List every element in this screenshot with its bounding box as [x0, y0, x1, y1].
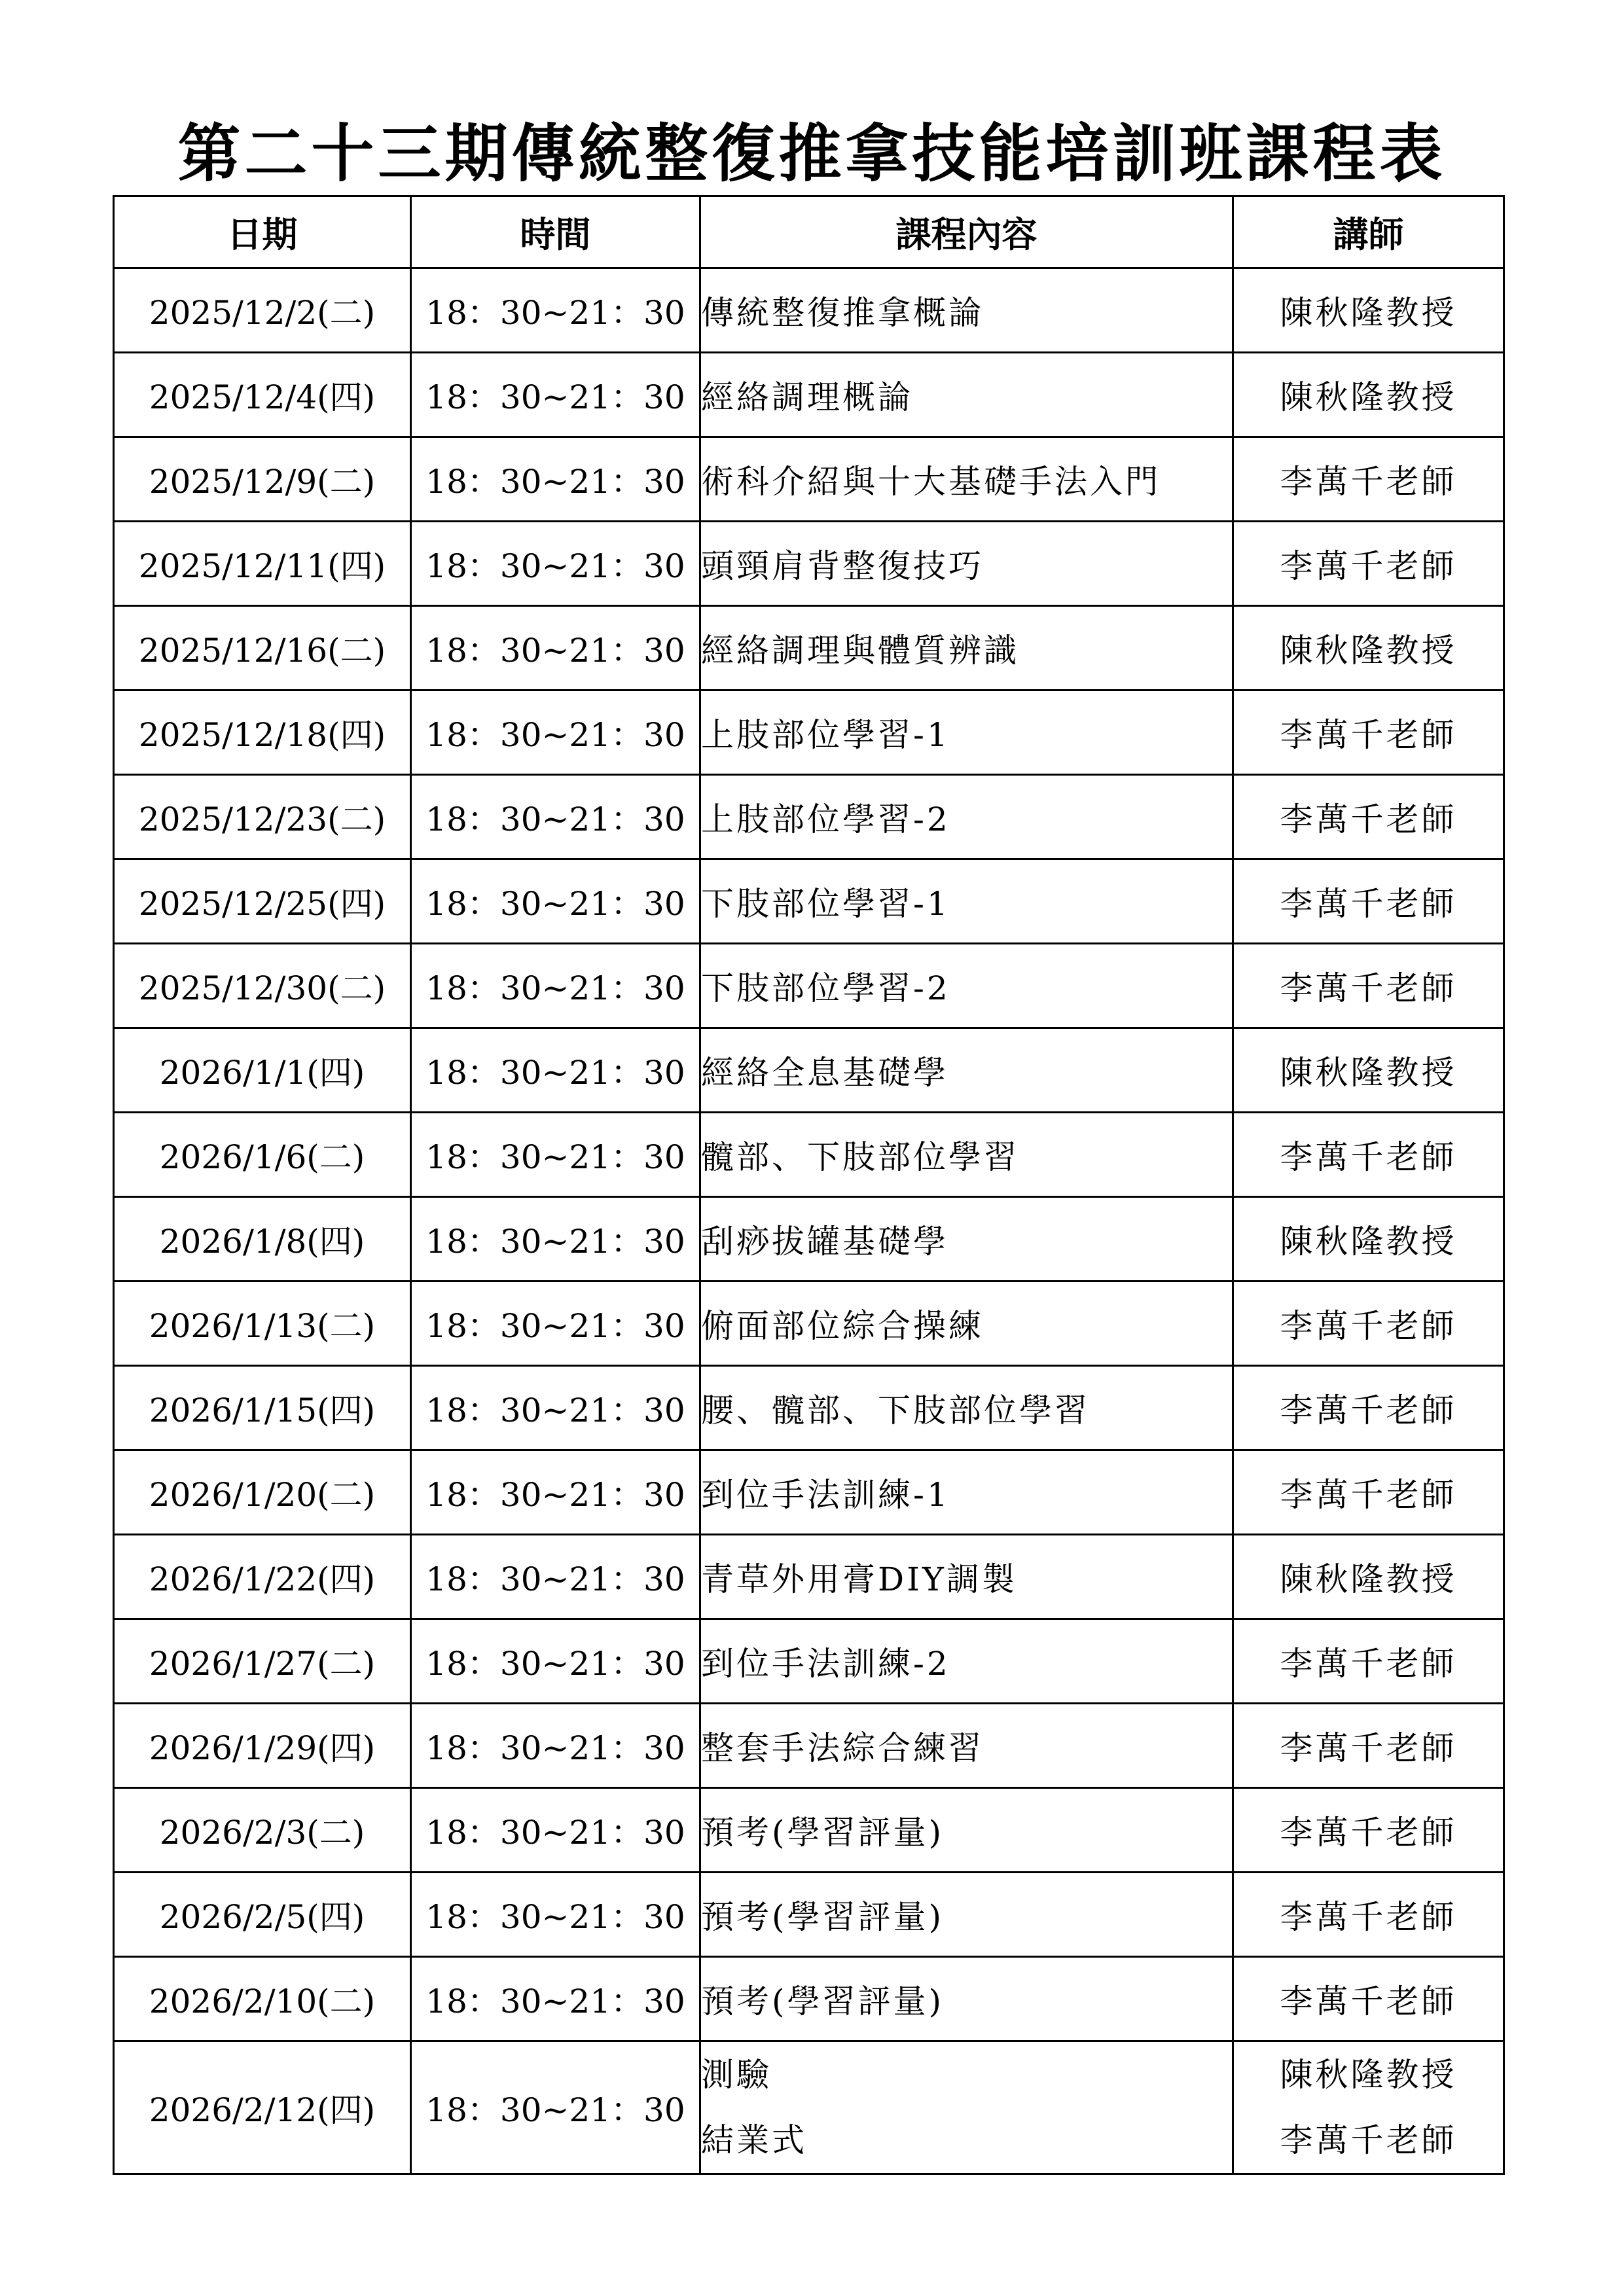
- table-row: [114, 353, 1504, 437]
- row-teacher: 陳秋隆教授: [1233, 1028, 1504, 1113]
- row-time: 18：30~21：30: [411, 1619, 700, 1704]
- row-date: 2026/2/3(二): [114, 1788, 411, 1873]
- row-time: 18：30~21：30: [411, 691, 700, 775]
- table-row: [114, 1957, 1504, 2041]
- row-date: 2026/1/6(二): [114, 1113, 411, 1197]
- row-date: 2026/1/22(四): [114, 1535, 411, 1619]
- row-date: 2025/12/30(二): [114, 944, 411, 1028]
- row-content: 整套手法綜合練習: [700, 1704, 1233, 1788]
- row-content: 俯面部位綜合操練: [700, 1282, 1233, 1366]
- header-teacher: 講師: [1233, 196, 1504, 268]
- table-row: [114, 268, 1504, 353]
- header-date: 日期: [114, 196, 411, 268]
- row-teacher: 李萬千老師: [1233, 1113, 1504, 1197]
- table-row: [114, 859, 1504, 944]
- table-row: [114, 1366, 1504, 1450]
- table-row: [114, 1113, 1504, 1197]
- table-row: [114, 1704, 1504, 1788]
- row-teacher-line: 李萬千老師: [1280, 2121, 1457, 2159]
- row-teacher: 李萬千老師: [1233, 859, 1504, 944]
- row-content: [700, 2041, 1233, 2174]
- table-row: [114, 437, 1504, 522]
- row-time: 18：30~21：30: [411, 268, 700, 353]
- row-content: 髖部、下肢部位學習: [700, 1113, 1233, 1197]
- row-content: 青草外用膏DIY調製: [700, 1535, 1233, 1619]
- row-time: 18：30~21：30: [411, 1366, 700, 1450]
- row-time: 18：30~21：30: [411, 1704, 700, 1788]
- row-date: 2026/1/27(二): [114, 1619, 411, 1704]
- row-teacher: 李萬千老師: [1233, 1704, 1504, 1788]
- table-row: [114, 1450, 1504, 1535]
- row-time: 18：30~21：30: [411, 1788, 700, 1873]
- page-title: 第二十三期傳統整復推拿技能培訓班課程表: [177, 117, 1447, 190]
- row-date: 2025/12/4(四): [114, 353, 411, 437]
- table-header-row: [114, 196, 1504, 268]
- table-row: [114, 1282, 1504, 1366]
- row-date: 2026/2/12(四): [114, 2041, 411, 2174]
- row-teacher: 陳秋隆教授: [1233, 1197, 1504, 1282]
- row-time: 18：30~21：30: [411, 1113, 700, 1197]
- row-time: 18：30~21：30: [411, 606, 700, 691]
- row-teacher: 李萬千老師: [1233, 775, 1504, 859]
- row-date: 2026/2/5(四): [114, 1873, 411, 1957]
- table-row: [114, 1619, 1504, 1704]
- row-time: 18：30~21：30: [411, 353, 700, 437]
- row-content: 下肢部位學習-1: [700, 859, 1233, 944]
- row-time: 18：30~21：30: [411, 437, 700, 522]
- table-row: [114, 1028, 1504, 1113]
- row-date: 2025/12/11(四): [114, 522, 411, 606]
- row-date: 2025/12/18(四): [114, 691, 411, 775]
- row-teacher: 陳秋隆教授: [1233, 268, 1504, 353]
- row-content: 經絡調理概論: [700, 353, 1233, 437]
- row-teacher: 李萬千老師: [1233, 1619, 1504, 1704]
- row-content: 預考(學習評量): [700, 1957, 1233, 2041]
- row-time: 18：30~21：30: [411, 1535, 700, 1619]
- table-row: [114, 1535, 1504, 1619]
- header-content: 課程內容: [700, 196, 1233, 268]
- row-time: 18：30~21：30: [411, 859, 700, 944]
- row-date: 2025/12/25(四): [114, 859, 411, 944]
- row-time: 18：30~21：30: [411, 1873, 700, 1957]
- row-content: 上肢部位學習-1: [700, 691, 1233, 775]
- row-date: 2025/12/23(二): [114, 775, 411, 859]
- row-teacher: 陳秋隆教授: [1233, 353, 1504, 437]
- row-teacher: 李萬千老師: [1233, 1282, 1504, 1366]
- row-content: 經絡全息基礎學: [700, 1028, 1233, 1113]
- table-row-final: [114, 2041, 1504, 2174]
- table-row: [114, 522, 1504, 606]
- row-teacher: 李萬千老師: [1233, 522, 1504, 606]
- table-row: [114, 1197, 1504, 1282]
- row-date: 2026/1/15(四): [114, 1366, 411, 1450]
- row-content: 術科介紹與十大基礎手法入門: [700, 437, 1233, 522]
- row-teacher: 李萬千老師: [1233, 437, 1504, 522]
- row-content: 下肢部位學習-2: [700, 944, 1233, 1028]
- row-time: 18：30~21：30: [411, 1282, 700, 1366]
- row-content: 預考(學習評量): [700, 1873, 1233, 1957]
- row-time: 18：30~21：30: [411, 1957, 700, 2041]
- row-content: 頭頸肩背整復技巧: [700, 522, 1233, 606]
- row-teacher: 陳秋隆教授: [1233, 606, 1504, 691]
- row-teacher: [1233, 2041, 1504, 2174]
- table-row: [114, 606, 1504, 691]
- row-teacher: 李萬千老師: [1233, 1366, 1504, 1450]
- row-time: 18：30~21：30: [411, 522, 700, 606]
- row-teacher: 李萬千老師: [1233, 1873, 1504, 1957]
- row-content-line: 測驗: [701, 2056, 772, 2094]
- row-content: 經絡調理與體質辨識: [700, 606, 1233, 691]
- table-row: [114, 944, 1504, 1028]
- row-teacher: 李萬千老師: [1233, 1450, 1504, 1535]
- row-teacher: 陳秋隆教授: [1233, 1535, 1504, 1619]
- row-date: 2025/12/16(二): [114, 606, 411, 691]
- table-row: [114, 775, 1504, 859]
- table-body: [114, 268, 1504, 2174]
- row-content: 預考(學習評量): [700, 1788, 1233, 1873]
- course-schedule-table: [113, 195, 1505, 2175]
- row-content: 腰、髖部、下肢部位學習: [700, 1366, 1233, 1450]
- row-teacher: 李萬千老師: [1233, 944, 1504, 1028]
- row-content: 到位手法訓練-1: [700, 1450, 1233, 1535]
- row-date: 2025/12/2(二): [114, 268, 411, 353]
- header-time: 時間: [411, 196, 700, 268]
- row-time: 18：30~21：30: [411, 1450, 700, 1535]
- row-date: 2026/1/20(二): [114, 1450, 411, 1535]
- table-row: [114, 691, 1504, 775]
- row-date: 2026/1/8(四): [114, 1197, 411, 1282]
- row-time: 18：30~21：30: [411, 1197, 700, 1282]
- row-teacher: 李萬千老師: [1233, 691, 1504, 775]
- table-row: [114, 1873, 1504, 1957]
- row-content: 刮痧拔罐基礎學: [700, 1197, 1233, 1282]
- row-time: 18：30~21：30: [411, 775, 700, 859]
- row-date: 2026/1/29(四): [114, 1704, 411, 1788]
- row-content: 傳統整復推拿概論: [700, 268, 1233, 353]
- row-time: 18：30~21：30: [411, 1028, 700, 1113]
- row-teacher: 李萬千老師: [1233, 1788, 1504, 1873]
- row-date: 2026/1/13(二): [114, 1282, 411, 1366]
- row-date: 2026/2/10(二): [114, 1957, 411, 2041]
- row-teacher: 李萬千老師: [1233, 1957, 1504, 2041]
- row-date: 2025/12/9(二): [114, 437, 411, 522]
- row-date: 2026/1/1(四): [114, 1028, 411, 1113]
- row-time: 18：30~21：30: [411, 944, 700, 1028]
- row-content: 到位手法訓練-2: [700, 1619, 1233, 1704]
- table-row: [114, 1788, 1504, 1873]
- row-time: 18：30~21：30: [411, 2041, 700, 2174]
- row-teacher-line: 陳秋隆教授: [1280, 2056, 1457, 2094]
- row-content-line: 結業式: [701, 2121, 807, 2159]
- row-content: 上肢部位學習-2: [700, 775, 1233, 859]
